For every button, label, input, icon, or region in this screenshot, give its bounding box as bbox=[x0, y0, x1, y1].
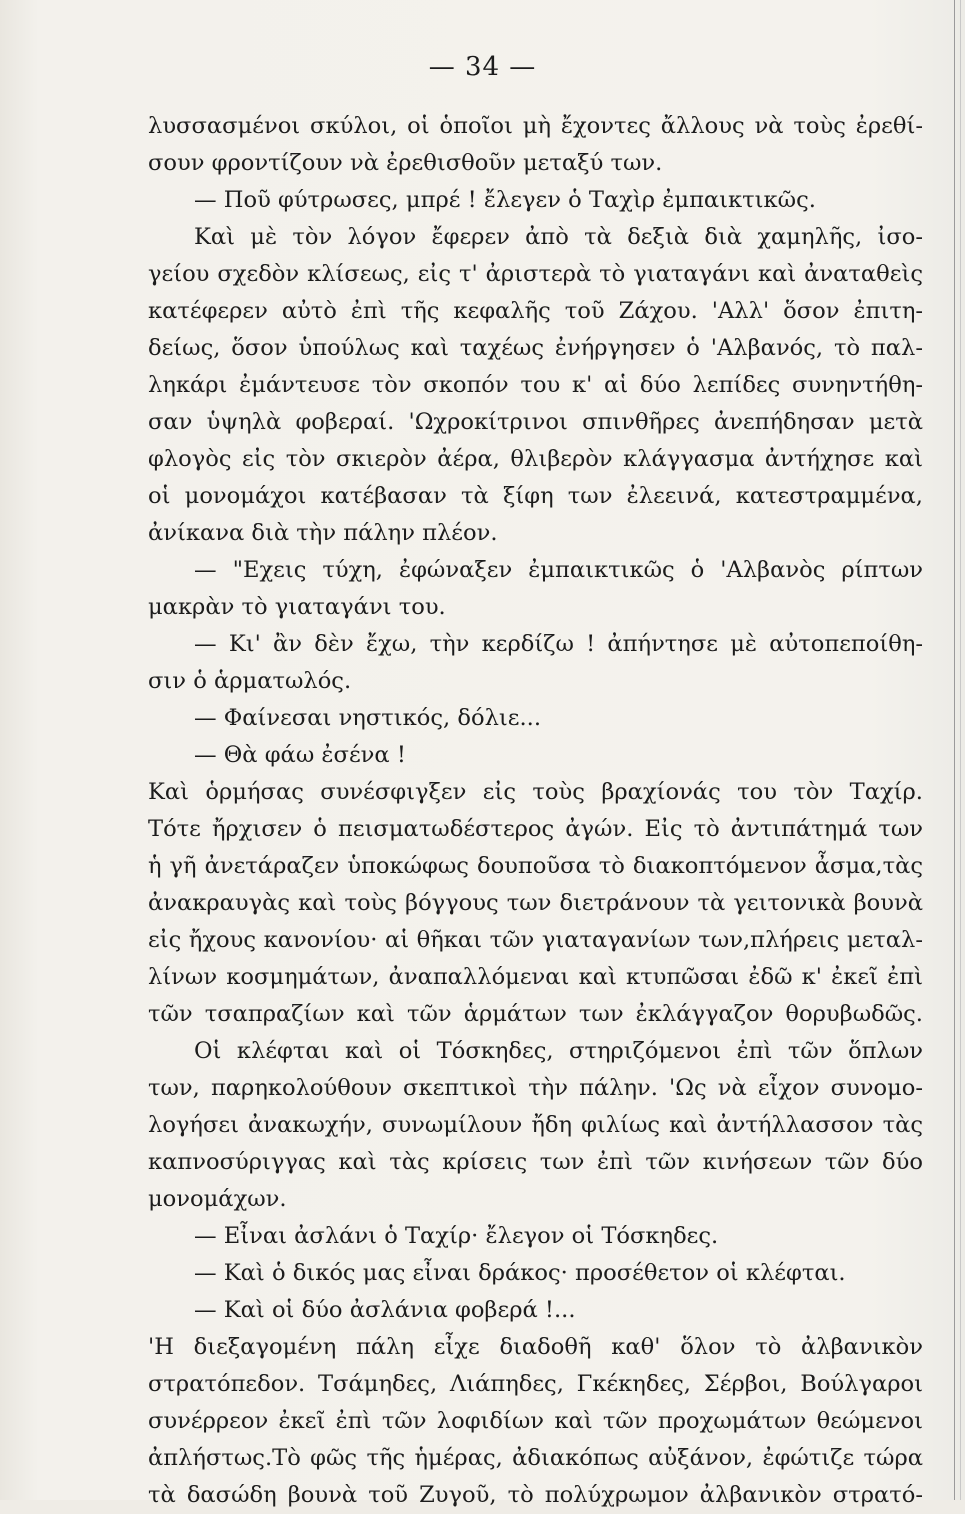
text-line: μονομάχων. bbox=[148, 1186, 287, 1212]
text-line: ληκάρι ἐμάντευσε τὸν σκοπόν του κ' αἱ δύο λεπίδες συνηντήθη- bbox=[148, 372, 923, 398]
page-edge-line bbox=[954, 0, 955, 1500]
text-line: Τότε ἤρχισεν ὁ πεισματωδέστερος ἀγών. Εἰς τὸ ἀντιπάτημά των bbox=[148, 816, 923, 842]
text-line: κατέφερεν αὐτὸ ἐπὶ τῆς κεφαλῆς τοῦ Ζάχου. 'Αλλ' ὅσον ἐπιτη- bbox=[148, 298, 923, 324]
text-line: — "Εχεις τύχη, ἐφώναξεν ἐμπαικτικῶς ὁ 'Αλβανὸς ρίπτων bbox=[194, 557, 923, 583]
text-line: καπνοσύριγγας καὶ τὰς κρίσεις των ἐπὶ τῶν κινήσεων τῶν δύο bbox=[148, 1149, 923, 1175]
text-line: — Εἶναι ἀσλάνι ὁ Ταχίρ· ἔλεγον οἱ Τόσκηδες. bbox=[194, 1223, 719, 1249]
text-line: Καὶ μὲ τὸν λόγον ἔφερεν ἀπὸ τὰ δεξιὰ διὰ χαμηλῆς, ἰσο- bbox=[194, 224, 923, 250]
text-line: λυσσασμένοι σκύλοι, οἱ ὁποῖοι μὴ ἔχοντες ἄλλους νὰ τοὺς ἐρεθί- bbox=[148, 113, 923, 139]
text-line: Οἱ κλέφται καὶ οἱ Τόσκηδες, στηριζόμενοι ἐπὶ τῶν ὅπλων bbox=[194, 1038, 923, 1064]
page-number: — 34 — bbox=[428, 52, 537, 82]
body-text bbox=[148, 108, 923, 1514]
text-line: γείου σχεδὸν κλίσεως, εἰς τ' ἀριστερὰ τὸ γιαταγάνι καὶ ἀναταθεὶς bbox=[148, 261, 923, 287]
text-line: — Κι' ἂν δὲν ἔχω, τὴν κερδίζω ! ἀπήντησε μὲ αὐτοπεποίθη- bbox=[194, 631, 923, 657]
text-line: 'Η διεξαγομένη πάλη εἶχε διαδοθῆ καθ' ὅλον τὸ ἀλβανικὸν bbox=[148, 1334, 923, 1360]
text-line: σουν φροντίζουν νὰ ἐρεθισθοῦν μεταξύ των. bbox=[148, 150, 663, 176]
text-line: ἀπλήστως.Τὸ φῶς τῆς ἡμέρας, ἀδιακόπως αὐξάνον, ἐφώτιζε τώρα bbox=[148, 1445, 923, 1471]
text-line: — Ποῦ φύτρωσες, μπρέ ! ἔλεγεν ὁ Ταχὶρ ἐμπαικτικῶς. bbox=[194, 187, 816, 213]
text-line: μακρὰν τὸ γιαταγάνι του. bbox=[148, 594, 446, 620]
page-edge-line bbox=[960, 0, 961, 1500]
text-line: εἰς ἤχους κανονίου· αἱ θῆκαι τῶν γιαταγανίων των,πλήρεις μεταλ- bbox=[148, 927, 923, 953]
text-line: ἀνίκανα διὰ τὴν πάλην πλέον. bbox=[148, 520, 498, 546]
text-line: δείως, ὅσον ὑπούλως καὶ ταχέως ἐνήργησεν ὁ 'Αλβανός, τὸ παλ- bbox=[148, 335, 923, 361]
text-line: ἀνακραυγὰς καὶ τοὺς βόγγους των διετράνουν τὰ γειτονικὰ βουνὰ bbox=[148, 890, 923, 916]
text-line: λίνων κοσμημάτων, ἀναπαλλόμεναι καὶ κτυπῶσαι ἐδῶ κ' ἐκεῖ ἐπὶ bbox=[148, 964, 923, 990]
text-line: οἱ μονομάχοι κατέβασαν τὰ ξίφη των ἐλεεινά, κατεστραμμένα, bbox=[148, 483, 923, 509]
text-line: συνέρρεον ἐκεῖ ἐπὶ τῶν λοφιδίων καὶ τῶν προχωμάτων θεώμενοι bbox=[148, 1408, 923, 1434]
text-line: σαν ὑψηλὰ φοβεραί. 'Ωχροκίτρινοι σπινθῆρες ἀνεπήδησαν μετὰ bbox=[148, 409, 923, 435]
text-line: σιν ὁ ἁρματωλός. bbox=[148, 668, 352, 694]
text-line: στρατόπεδον. Τσάμηδες, Λιάπηδες, Γκέκηδες, Σέρβοι, Βούλγαροι bbox=[148, 1371, 923, 1397]
text-line: φλογὸς εἰς τὸν σκιερὸν ἀέρα, θλιβερὸν κλάγγασμα ἀντήχησε καὶ bbox=[148, 446, 923, 472]
text-line: — Φαίνεσαι νηστικός, δόλιε... bbox=[194, 705, 542, 731]
text-line: τῶν τσαπραζίων καὶ τῶν ἁρμάτων των ἐκλάγγαζον θορυβωδῶς. bbox=[148, 1001, 923, 1027]
text-line: ἡ γῆ ἀνετάραζεν ὑποκώφως δουποῦσα τὸ διακοπτόμενον ἆσμα,τὰς bbox=[148, 853, 923, 879]
text-line: — Θὰ φάω ἐσένα ! bbox=[194, 742, 406, 768]
text-line: — Καὶ οἱ δύο ἀσλάνια φοβερά !... bbox=[194, 1297, 576, 1323]
text-line: λογήσει ἀνακωχήν, συνωμίλουν ἤδη φιλίως καὶ ἀντήλλασσον τὰς bbox=[148, 1112, 923, 1138]
text-line: — Καὶ ὁ δικός μας εἶναι δράκος· προσέθετον οἱ κλέφται. bbox=[194, 1260, 846, 1286]
text-line: των, παρηκολούθουν σκεπτικοὶ τὴν πάλην. 'Ως νὰ εἶχον συνομο- bbox=[148, 1075, 923, 1101]
text-line: τὰ δασώδη βουνὰ τοῦ Ζυγοῦ, τὸ πολύχρωμον ἀλβανικὸν στρατό- bbox=[148, 1482, 923, 1508]
text-line: Καὶ ὁρμήσας συνέσφιγξεν εἰς τοὺς βραχίονάς του τὸν Ταχίρ. bbox=[148, 779, 923, 805]
